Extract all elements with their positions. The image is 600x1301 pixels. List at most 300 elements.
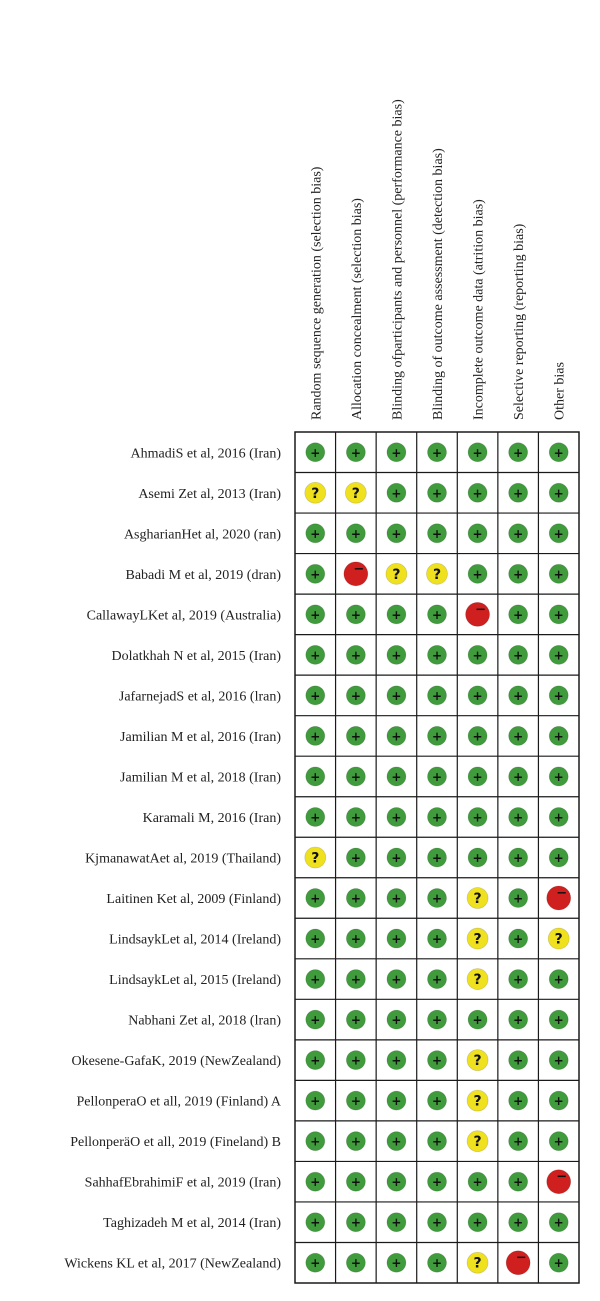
rating-low bbox=[549, 1213, 568, 1232]
rating-symbol: + bbox=[350, 972, 361, 987]
rating-symbol: + bbox=[310, 1013, 321, 1028]
rating-symbol: + bbox=[431, 932, 443, 947]
rating-symbol: + bbox=[350, 1013, 361, 1028]
rating-symbol: + bbox=[553, 648, 564, 663]
rating-low bbox=[468, 807, 487, 826]
rating-symbol: + bbox=[431, 769, 443, 784]
rating-symbol: ? bbox=[473, 891, 482, 908]
rating-symbol: ? bbox=[311, 485, 320, 502]
rating-low bbox=[428, 1132, 447, 1151]
rating-symbol: + bbox=[391, 648, 402, 663]
rating-symbol: + bbox=[310, 891, 321, 906]
rating-symbol: + bbox=[310, 1256, 321, 1271]
rating-low bbox=[549, 1091, 568, 1110]
rating-low bbox=[509, 726, 528, 745]
rating-low bbox=[428, 726, 447, 745]
rating-symbol: + bbox=[513, 1094, 524, 1109]
column-label: Selective reporting (reporting bias) bbox=[512, 223, 528, 420]
rating-symbol: + bbox=[310, 526, 321, 541]
rating-symbol: + bbox=[350, 810, 361, 825]
rating-symbol: + bbox=[553, 851, 564, 865]
rating-symbol: + bbox=[431, 1134, 443, 1149]
rating-symbol: + bbox=[350, 1256, 361, 1271]
rating-low bbox=[387, 726, 406, 745]
rating-symbol: + bbox=[310, 607, 321, 622]
rating-low bbox=[468, 1010, 487, 1029]
study-label: AsgharianHet al, 2020 (ran) bbox=[123, 527, 281, 543]
rating-symbol: + bbox=[431, 1013, 443, 1028]
rating-symbol: + bbox=[513, 1175, 524, 1190]
rating-low bbox=[549, 524, 568, 543]
study-label: JafarnejadS et al, 2016 (lran) bbox=[118, 689, 281, 705]
rating-symbol: + bbox=[513, 769, 524, 784]
rating-low bbox=[387, 807, 406, 826]
rating-symbol: + bbox=[431, 851, 443, 865]
rating-symbol: + bbox=[472, 810, 483, 825]
rating-low bbox=[306, 1051, 325, 1070]
rating-symbol: + bbox=[431, 1256, 443, 1271]
rating-low bbox=[549, 970, 568, 989]
column-label: Blinding ofparticipants and personnel (performance bias) bbox=[390, 99, 406, 420]
rating-symbol: + bbox=[553, 688, 564, 703]
rating-symbol: + bbox=[472, 729, 483, 744]
rating-low bbox=[346, 1172, 365, 1191]
rating-symbol: + bbox=[350, 1094, 361, 1109]
rating-symbol: + bbox=[513, 1053, 524, 1068]
study-label: CallawayLKet al, 2019 (Australia) bbox=[86, 608, 281, 624]
rating-symbol: + bbox=[553, 526, 564, 541]
rating-symbol: + bbox=[513, 932, 524, 947]
rating-symbol: + bbox=[431, 891, 443, 906]
study-label: Karamali M, 2016 (Iran) bbox=[142, 810, 281, 826]
rating-low bbox=[509, 970, 528, 989]
rating-low bbox=[387, 1132, 406, 1151]
rating-low bbox=[549, 848, 568, 867]
study-label: PellonperaO et all, 2019 (Finland) A bbox=[76, 1094, 281, 1110]
rating-symbol: + bbox=[391, 1256, 402, 1271]
rating-symbol: + bbox=[553, 1256, 564, 1271]
rating-symbol: + bbox=[553, 486, 564, 501]
rating-low bbox=[387, 524, 406, 543]
rating-low bbox=[306, 605, 325, 624]
rating-low bbox=[428, 1051, 447, 1070]
rating-low bbox=[346, 686, 365, 705]
rating-symbol: + bbox=[513, 445, 524, 460]
rating-symbol: + bbox=[310, 1215, 321, 1230]
rating-low bbox=[306, 1132, 325, 1151]
rating-low bbox=[387, 443, 406, 462]
rating-symbol: + bbox=[472, 486, 483, 501]
rating-low bbox=[509, 443, 528, 462]
rating-symbol: + bbox=[553, 729, 564, 744]
rating-symbol: + bbox=[350, 891, 361, 906]
rating-low bbox=[468, 767, 487, 786]
rating-symbol: + bbox=[350, 851, 361, 865]
rating-low bbox=[549, 443, 568, 462]
rating-low bbox=[387, 889, 406, 908]
rating-symbol: − bbox=[515, 1250, 527, 1266]
rating-symbol: + bbox=[391, 769, 402, 784]
rating-low bbox=[428, 889, 447, 908]
rating-symbol: + bbox=[513, 526, 524, 541]
rating-low bbox=[306, 1172, 325, 1191]
rating-low bbox=[387, 929, 406, 948]
rating-low bbox=[509, 564, 528, 583]
rating-low bbox=[549, 605, 568, 624]
rating-low bbox=[387, 767, 406, 786]
rating-low bbox=[549, 645, 568, 664]
rating-symbol: + bbox=[472, 1013, 483, 1028]
rating-symbol: ? bbox=[473, 1134, 482, 1151]
rating-low bbox=[428, 1172, 447, 1191]
rating-low bbox=[346, 1091, 365, 1110]
rating-symbol: + bbox=[513, 810, 524, 825]
rating-symbol: + bbox=[350, 1134, 361, 1149]
rating-symbol: + bbox=[350, 1053, 361, 1068]
rating-symbol: + bbox=[310, 445, 321, 460]
rating-low bbox=[468, 443, 487, 462]
rating-low bbox=[346, 524, 365, 543]
rating-low bbox=[346, 1253, 365, 1272]
rating-low bbox=[509, 1132, 528, 1151]
rating-low bbox=[306, 645, 325, 664]
rating-cells bbox=[305, 443, 571, 1275]
rating-low bbox=[306, 1253, 325, 1272]
rating-unclear bbox=[467, 1090, 488, 1111]
rating-unclear bbox=[305, 847, 326, 868]
rating-low bbox=[346, 1051, 365, 1070]
rating-symbol: + bbox=[310, 810, 321, 825]
column-label: Allocation concealment (selection bias) bbox=[349, 198, 365, 420]
rating-symbol: + bbox=[391, 932, 402, 947]
rating-symbol: + bbox=[431, 729, 443, 744]
rating-symbol: ? bbox=[473, 1093, 482, 1110]
rating-low bbox=[346, 645, 365, 664]
rating-symbol: ? bbox=[311, 850, 320, 867]
rating-symbol: + bbox=[431, 1053, 443, 1068]
rating-low bbox=[549, 686, 568, 705]
rating-low bbox=[306, 807, 325, 826]
rating-symbol: + bbox=[472, 445, 483, 460]
rating-low bbox=[468, 524, 487, 543]
rating-symbol: + bbox=[513, 1215, 524, 1230]
rating-symbol: + bbox=[310, 1134, 321, 1149]
rating-low bbox=[306, 726, 325, 745]
study-label: AhmadiS et al, 2016 (Iran) bbox=[130, 446, 281, 462]
rating-unclear bbox=[467, 928, 488, 949]
rating-symbol: + bbox=[310, 972, 321, 987]
rating-symbol: + bbox=[391, 688, 402, 703]
rating-symbol: + bbox=[391, 1134, 402, 1149]
rating-low bbox=[509, 807, 528, 826]
rating-symbol: + bbox=[553, 1215, 564, 1230]
rating-low bbox=[509, 848, 528, 867]
rating-low bbox=[346, 889, 365, 908]
rating-low bbox=[509, 1091, 528, 1110]
rating-symbol: + bbox=[310, 1175, 321, 1190]
rating-low bbox=[306, 1091, 325, 1110]
rating-symbol: + bbox=[310, 729, 321, 744]
rating-low bbox=[468, 848, 487, 867]
rating-symbol: + bbox=[553, 1094, 564, 1109]
rating-symbol: + bbox=[513, 486, 524, 501]
study-label: Taghizadeh M et al, 2014 (Iran) bbox=[103, 1216, 281, 1232]
rating-low bbox=[428, 929, 447, 948]
rating-low bbox=[346, 1010, 365, 1029]
rating-low bbox=[387, 1213, 406, 1232]
study-label: Laitinen Ket al, 2009 (Finland) bbox=[106, 892, 281, 908]
rating-symbol: + bbox=[391, 891, 402, 906]
rating-symbol: ? bbox=[554, 931, 563, 948]
rating-symbol: + bbox=[391, 1013, 402, 1028]
rating-symbol: + bbox=[310, 769, 321, 784]
rating-symbol: + bbox=[472, 1215, 483, 1230]
study-label: LindsaykLet al, 2014 (Ireland) bbox=[109, 932, 281, 948]
study-label: KjmanawatAet al, 2019 (Thailand) bbox=[85, 851, 281, 867]
rating-low bbox=[346, 1132, 365, 1151]
column-labels bbox=[309, 99, 567, 420]
rating-symbol: + bbox=[553, 972, 564, 987]
column-label: Blinding of outcome assessment (detection bias) bbox=[431, 148, 446, 420]
row-labels bbox=[64, 446, 282, 1271]
rating-low bbox=[387, 1051, 406, 1070]
study-label: Asemi Zet al, 2013 (Iran) bbox=[138, 486, 281, 502]
rating-low bbox=[509, 483, 528, 502]
rating-low bbox=[549, 767, 568, 786]
rating-low bbox=[509, 1172, 528, 1191]
rating-symbol: + bbox=[350, 729, 361, 744]
rating-symbol: + bbox=[391, 486, 402, 501]
rating-symbol: + bbox=[472, 851, 483, 865]
rating-symbol: ? bbox=[473, 1053, 482, 1070]
column-label: Random sequence generation (selection bias) bbox=[309, 166, 325, 420]
rating-low bbox=[387, 686, 406, 705]
rating-unclear bbox=[467, 888, 488, 909]
rating-symbol: + bbox=[431, 445, 443, 460]
rating-low bbox=[468, 564, 487, 583]
rating-low bbox=[306, 889, 325, 908]
rating-low bbox=[549, 483, 568, 502]
rating-unclear bbox=[305, 482, 326, 503]
rating-symbol: + bbox=[350, 1175, 361, 1190]
rating-low bbox=[346, 929, 365, 948]
rating-low bbox=[428, 605, 447, 624]
rating-low bbox=[428, 970, 447, 989]
rating-symbol: + bbox=[553, 810, 564, 825]
rating-low bbox=[306, 564, 325, 583]
rating-low bbox=[468, 726, 487, 745]
rating-low bbox=[428, 767, 447, 786]
rating-low bbox=[428, 848, 447, 867]
rating-symbol: + bbox=[513, 607, 524, 622]
column-label: Other bias bbox=[552, 362, 568, 420]
rating-low bbox=[346, 848, 365, 867]
rating-low bbox=[428, 1010, 447, 1029]
rating-unclear bbox=[386, 563, 407, 584]
rating-low bbox=[468, 1172, 487, 1191]
rating-symbol: + bbox=[553, 1134, 564, 1149]
rating-symbol: + bbox=[350, 648, 361, 663]
rating-low bbox=[306, 443, 325, 462]
rating-symbol: + bbox=[391, 810, 402, 825]
rating-low bbox=[346, 970, 365, 989]
rating-low bbox=[387, 1010, 406, 1029]
rating-high bbox=[344, 562, 368, 586]
rating-low bbox=[346, 726, 365, 745]
rating-symbol: + bbox=[310, 567, 321, 582]
rating-symbol: + bbox=[513, 891, 524, 906]
rating-symbol: − bbox=[475, 602, 487, 618]
rating-symbol: ? bbox=[392, 566, 401, 583]
rating-symbol: + bbox=[431, 1175, 443, 1190]
rating-symbol: ? bbox=[473, 931, 482, 948]
study-label: PellonperäO et all, 2019 (Fineland) B bbox=[70, 1135, 281, 1151]
study-label: LindsaykLet al, 2015 (Ireland) bbox=[109, 973, 281, 989]
rating-low bbox=[428, 524, 447, 543]
rating-symbol: + bbox=[553, 769, 564, 784]
rating-low bbox=[549, 726, 568, 745]
rating-low bbox=[549, 1010, 568, 1029]
rating-symbol: + bbox=[513, 729, 524, 744]
study-label: Jamilian M et al, 2018 (Iran) bbox=[120, 770, 281, 786]
rating-symbol: + bbox=[350, 1215, 361, 1230]
rating-symbol: + bbox=[431, 1094, 443, 1109]
rating-symbol: + bbox=[472, 648, 483, 663]
rating-symbol: ? bbox=[473, 1255, 482, 1272]
rating-low bbox=[387, 970, 406, 989]
rating-low bbox=[387, 605, 406, 624]
rating-low bbox=[387, 1172, 406, 1191]
rating-low bbox=[428, 1091, 447, 1110]
rating-symbol: + bbox=[431, 607, 443, 622]
rating-symbol: + bbox=[391, 972, 402, 987]
rating-symbol: + bbox=[513, 1134, 524, 1149]
rating-symbol: + bbox=[310, 1053, 321, 1068]
rating-high bbox=[547, 886, 571, 910]
rating-symbol: − bbox=[353, 561, 365, 577]
rating-unclear bbox=[467, 1131, 488, 1152]
rating-symbol: + bbox=[513, 567, 524, 582]
rating-low bbox=[346, 443, 365, 462]
rating-symbol: ? bbox=[432, 566, 442, 583]
rating-symbol: + bbox=[431, 1215, 443, 1230]
rating-symbol: + bbox=[472, 567, 483, 582]
rating-symbol: + bbox=[350, 607, 361, 622]
rating-low bbox=[509, 645, 528, 664]
rating-low bbox=[509, 605, 528, 624]
rating-symbol: + bbox=[391, 729, 402, 744]
rating-symbol: + bbox=[310, 648, 321, 663]
rating-symbol: + bbox=[513, 851, 524, 865]
study-label: Jamilian M et al, 2016 (Iran) bbox=[120, 729, 281, 745]
rating-unclear bbox=[467, 1252, 488, 1273]
rating-unclear bbox=[467, 969, 488, 990]
rating-low bbox=[468, 483, 487, 502]
rating-low bbox=[306, 1010, 325, 1029]
rating-symbol: ? bbox=[351, 485, 360, 502]
rating-low bbox=[387, 1091, 406, 1110]
rating-low bbox=[428, 686, 447, 705]
rating-low bbox=[509, 889, 528, 908]
rating-symbol: + bbox=[350, 688, 361, 703]
rating-low bbox=[549, 1132, 568, 1151]
rating-symbol: + bbox=[431, 688, 443, 703]
rating-symbol: + bbox=[391, 1215, 402, 1230]
rating-high bbox=[547, 1170, 571, 1194]
rating-symbol: + bbox=[350, 932, 361, 947]
rating-symbol: ? bbox=[473, 972, 482, 989]
rating-low bbox=[306, 524, 325, 543]
rating-unclear bbox=[467, 1050, 488, 1071]
study-label: SahhafEbrahimiF et al, 2019 (Iran) bbox=[84, 1175, 281, 1191]
rating-symbol: + bbox=[513, 1013, 524, 1028]
rating-low bbox=[428, 1253, 447, 1272]
rating-symbol: − bbox=[556, 886, 568, 902]
rating-low bbox=[468, 686, 487, 705]
rating-symbol: + bbox=[513, 972, 524, 987]
rating-symbol: + bbox=[431, 648, 443, 663]
study-label: Okesene-GafaK, 2019 (NewZealand) bbox=[71, 1054, 281, 1070]
rating-low bbox=[306, 1213, 325, 1232]
rating-unclear bbox=[548, 928, 569, 949]
rating-low bbox=[468, 1213, 487, 1232]
rating-symbol: + bbox=[391, 607, 402, 622]
rating-low bbox=[387, 483, 406, 502]
rating-low bbox=[549, 564, 568, 583]
rating-low bbox=[306, 970, 325, 989]
rating-symbol: + bbox=[391, 1053, 402, 1068]
rating-symbol: + bbox=[431, 972, 443, 987]
rating-symbol: + bbox=[431, 810, 443, 825]
rating-symbol: + bbox=[391, 851, 402, 865]
rating-symbol: + bbox=[391, 526, 402, 541]
rating-low bbox=[428, 645, 447, 664]
rating-low bbox=[387, 848, 406, 867]
rating-low bbox=[346, 605, 365, 624]
rating-low bbox=[509, 1051, 528, 1070]
rating-high bbox=[506, 1251, 530, 1275]
rating-symbol: + bbox=[310, 1094, 321, 1109]
rating-symbol: + bbox=[350, 769, 361, 784]
rating-low bbox=[549, 1253, 568, 1272]
rating-low bbox=[509, 686, 528, 705]
rating-symbol: + bbox=[391, 1175, 402, 1190]
rating-low bbox=[509, 767, 528, 786]
rating-low bbox=[509, 929, 528, 948]
rating-symbol: + bbox=[553, 607, 564, 622]
study-label: Nabhani Zet al, 2018 (lran) bbox=[128, 1013, 281, 1029]
rating-low bbox=[509, 1010, 528, 1029]
study-label: Babadi M et al, 2019 (dran) bbox=[125, 567, 281, 583]
rating-symbol: + bbox=[553, 1053, 564, 1068]
rating-low bbox=[428, 1213, 447, 1232]
rating-symbol: + bbox=[553, 1013, 564, 1028]
rating-low bbox=[346, 1213, 365, 1232]
rating-low bbox=[549, 807, 568, 826]
rating-symbol: + bbox=[513, 648, 524, 663]
rating-low bbox=[387, 645, 406, 664]
rating-symbol: + bbox=[472, 688, 483, 703]
rating-symbol: + bbox=[350, 445, 361, 460]
rating-low bbox=[306, 686, 325, 705]
rating-symbol: + bbox=[391, 1094, 402, 1109]
rating-low bbox=[468, 645, 487, 664]
rating-low bbox=[428, 807, 447, 826]
rating-low bbox=[306, 767, 325, 786]
rating-low bbox=[509, 1213, 528, 1232]
rating-symbol: + bbox=[431, 526, 443, 541]
rating-symbol: + bbox=[391, 445, 402, 460]
